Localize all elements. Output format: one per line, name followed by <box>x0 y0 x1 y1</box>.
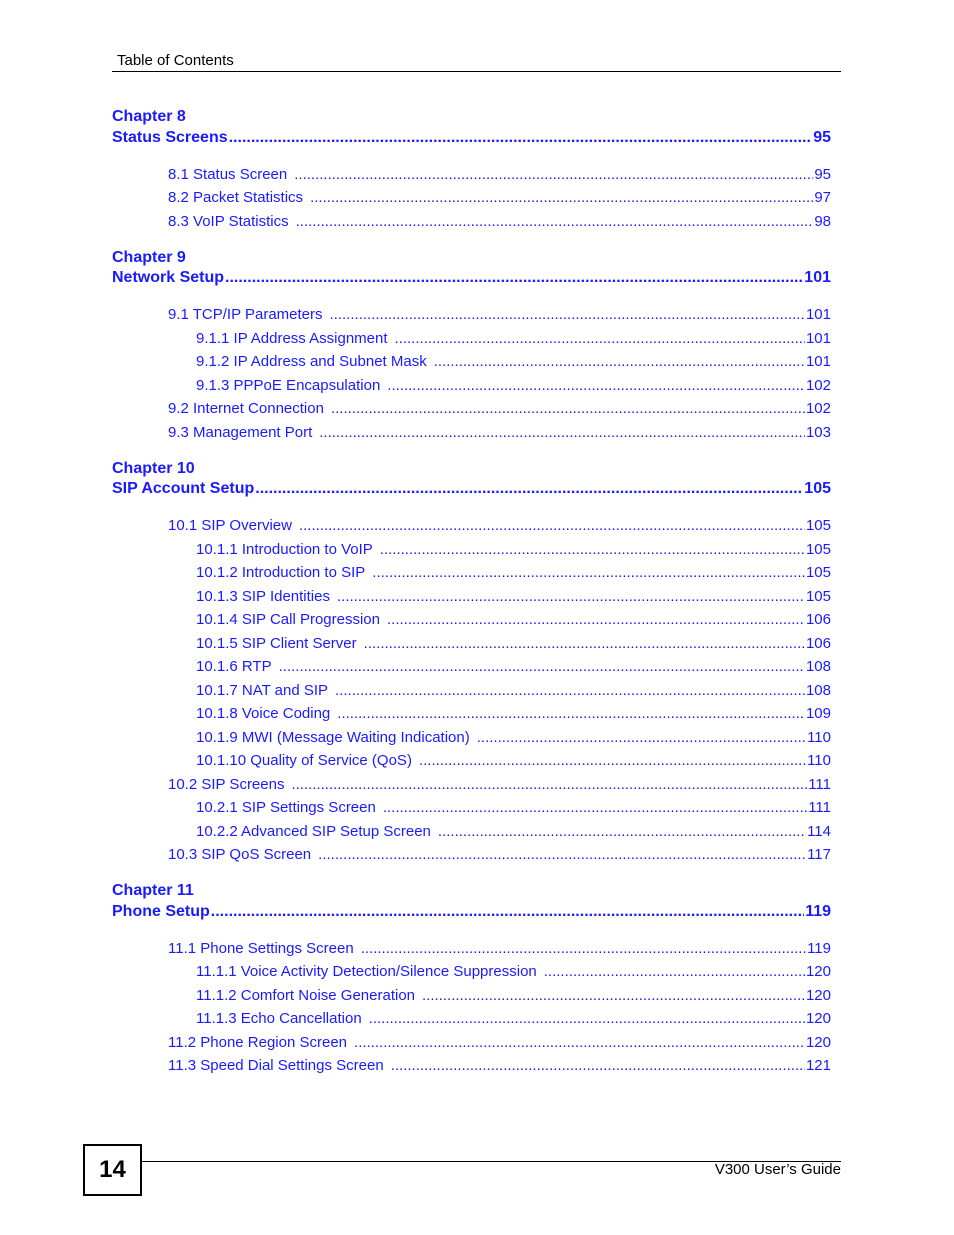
toc-page-number: 119 <box>805 902 831 920</box>
toc-entry-title: Network Setup <box>112 269 225 286</box>
dot-leader <box>229 128 813 148</box>
toc-entry-title: Status Screens <box>112 128 228 146</box>
page-number-box <box>83 1144 142 1196</box>
toc-page-number: 97 <box>814 189 831 206</box>
toc-entry-title: 9.3 Management Port <box>168 423 313 441</box>
toc-entry-title: 10.1.3 SIP Identities <box>196 587 330 605</box>
toc-subsection[interactable] <box>196 610 831 630</box>
toc-section[interactable] <box>168 188 831 208</box>
chapter-label-text: Chapter 9 <box>112 248 186 266</box>
toc-entry-title: 8.1 Status Screen <box>168 165 288 183</box>
toc-subsection[interactable] <box>196 352 831 372</box>
toc-page-number: 98 <box>814 212 831 230</box>
dot-leader <box>419 751 806 771</box>
guide-title: V300 User’s Guide <box>714 1161 841 1178</box>
toc-subsection[interactable] <box>196 657 831 677</box>
toc-entry-title: 9.2 Internet Connection <box>168 400 324 417</box>
toc-entry-title: 10.1.1 Introduction to VoIP <box>196 540 373 558</box>
dot-leader <box>319 423 805 443</box>
toc-section[interactable] <box>168 1056 831 1076</box>
toc-subsection[interactable] <box>196 376 831 396</box>
toc-section[interactable] <box>168 212 831 232</box>
toc-page-number: 120 <box>805 1010 831 1027</box>
running-header: Table of Contents <box>117 52 234 69</box>
dot-leader <box>310 188 813 208</box>
dot-leader <box>364 634 805 654</box>
toc-chapter-title[interactable] <box>112 268 831 288</box>
dot-leader <box>337 704 805 724</box>
toc-page-number: 108 <box>805 658 831 675</box>
dot-leader <box>422 986 805 1006</box>
toc-page-number: 105 <box>805 564 831 581</box>
dot-leader <box>318 845 806 865</box>
toc-entry-title: SIP Account Setup <box>112 480 255 497</box>
toc-entry-title: 10.1.5 SIP Client Server <box>196 634 357 652</box>
toc-subsection[interactable] <box>196 986 831 1006</box>
toc-chapter-label[interactable] <box>112 459 195 479</box>
toc-entry-title: 10.2.2 Advanced SIP Setup Screen <box>196 822 431 840</box>
toc-subsection[interactable] <box>196 681 831 701</box>
dot-leader <box>383 798 807 818</box>
toc-page-number: 117 <box>807 846 831 863</box>
page-number: 14 <box>99 1156 126 1183</box>
dot-leader <box>387 610 805 630</box>
toc-entry-title: 10.1.7 NAT and SIP <box>196 681 329 699</box>
chapter-label-text: Chapter 11 <box>112 882 194 899</box>
toc-chapter-title[interactable] <box>112 902 831 922</box>
dot-leader <box>544 962 805 982</box>
toc-entry-title: 10.1.4 SIP Call Progression <box>196 611 380 628</box>
toc-entry-title: 9.1.1 IP Address Assignment <box>196 329 388 347</box>
dot-leader <box>391 1056 805 1076</box>
toc-section[interactable] <box>168 845 831 865</box>
dot-leader <box>225 268 803 288</box>
toc-entry-title: 8.2 Packet Statistics <box>168 189 304 206</box>
chapter-label-text: Chapter 10 <box>112 459 195 477</box>
toc-section[interactable] <box>168 1033 831 1053</box>
toc-entry-title: 10.1 SIP Overview <box>168 517 292 534</box>
toc-entry-title: Phone Setup <box>112 902 210 920</box>
toc-subsection[interactable] <box>196 751 831 771</box>
toc-page-number: 105 <box>805 517 831 534</box>
toc-entry-title: 10.3 SIP QoS Screen <box>168 846 312 863</box>
toc-page-number: 105 <box>805 540 831 558</box>
toc-entry-title: 10.1.10 Quality of Service (QoS) <box>196 752 412 769</box>
toc-chapter-label[interactable] <box>112 107 186 127</box>
toc-subsection[interactable] <box>196 1009 831 1029</box>
toc-section[interactable] <box>168 165 831 185</box>
toc-entry-title: 9.1 TCP/IP Parameters <box>168 306 323 323</box>
toc-entry-title: 10.2 SIP Screens <box>168 775 285 793</box>
toc-entry-title: 10.1.9 MWI (Message Waiting Indication) <box>196 728 470 746</box>
toc-section[interactable] <box>168 305 831 325</box>
toc-page-number: 120 <box>805 963 831 980</box>
toc-subsection[interactable] <box>196 634 831 654</box>
toc-page-number: 120 <box>805 1033 831 1051</box>
chapter-label-text: Chapter 8 <box>112 108 186 125</box>
toc-entry-title: 9.1.3 PPPoE Encapsulation <box>196 376 381 394</box>
toc-page-number: 121 <box>805 1057 831 1074</box>
dot-leader <box>279 657 805 677</box>
toc-subsection[interactable] <box>196 587 831 607</box>
toc-page-number: 105 <box>805 587 831 605</box>
toc-section[interactable] <box>168 399 831 419</box>
dot-leader <box>294 165 813 185</box>
toc-entry-title: 11.1.3 Echo Cancellation <box>196 1010 362 1027</box>
dot-leader <box>330 305 805 325</box>
dot-leader <box>380 540 805 560</box>
toc-entry-title: 10.2.1 SIP Settings Screen <box>196 799 376 816</box>
toc-page-number: 106 <box>805 611 831 628</box>
toc-entry-title: 10.1.8 Voice Coding <box>196 705 331 722</box>
toc-section[interactable] <box>168 939 831 959</box>
toc-chapter-label[interactable] <box>112 248 186 268</box>
toc-page-number: 109 <box>805 705 831 722</box>
dot-leader <box>438 822 806 842</box>
dot-leader <box>331 399 805 419</box>
toc-page-number: 101 <box>804 269 831 286</box>
dot-leader <box>291 775 807 795</box>
dot-leader <box>361 939 806 959</box>
toc-page-number: 103 <box>805 423 831 441</box>
dot-leader <box>372 563 805 583</box>
toc-page-number: 111 <box>808 799 831 816</box>
toc-entry-title: 9.1.2 IP Address and Subnet Mask <box>196 353 427 370</box>
toc-entry-title: 11.2 Phone Region Screen <box>168 1033 348 1051</box>
toc-entry-title: 11.1.2 Comfort Noise Generation <box>196 986 416 1004</box>
toc-section[interactable] <box>168 775 831 795</box>
toc-page-number: 101 <box>805 329 831 347</box>
toc-page-number: 108 <box>805 681 831 699</box>
toc-subsection[interactable] <box>196 728 831 748</box>
toc-page-number: 120 <box>805 986 831 1004</box>
toc-subsection[interactable] <box>196 540 831 560</box>
toc-page-number: 110 <box>807 752 831 769</box>
toc-entry-title: 10.1.6 RTP <box>196 658 272 675</box>
toc-subsection[interactable] <box>196 329 831 349</box>
toc-entry-title: 10.1.2 Introduction to SIP <box>196 564 366 581</box>
toc-subsection[interactable] <box>196 798 831 818</box>
toc-chapter-label[interactable] <box>112 881 194 901</box>
toc-page-number: 111 <box>808 775 831 793</box>
toc-section[interactable] <box>168 516 831 536</box>
dot-leader <box>335 681 805 701</box>
toc-page-number: 95 <box>813 128 831 146</box>
toc-page-number: 119 <box>807 939 831 957</box>
toc-section[interactable] <box>168 423 831 443</box>
dot-leader <box>255 479 803 499</box>
toc-page-number: 105 <box>804 480 831 497</box>
toc-entry-title: 11.1 Phone Settings Screen <box>168 939 354 957</box>
toc-page-number: 95 <box>814 165 831 183</box>
toc-page-number: 110 <box>807 728 831 746</box>
dot-leader <box>299 516 805 536</box>
dot-leader <box>477 728 806 748</box>
toc-page-number: 102 <box>805 376 831 394</box>
dot-leader <box>296 212 814 232</box>
dot-leader <box>434 352 805 372</box>
toc-page-number: 101 <box>805 306 831 323</box>
toc-subsection[interactable] <box>196 704 831 724</box>
toc-subsection[interactable] <box>196 962 831 982</box>
toc-page-number: 114 <box>807 822 831 840</box>
toc-page-number: 106 <box>805 634 831 652</box>
dot-leader <box>387 376 805 396</box>
toc-chapter-title[interactable] <box>112 479 831 499</box>
toc-chapter-title[interactable] <box>112 128 831 148</box>
dot-leader <box>337 587 805 607</box>
toc-entry-title: 8.3 VoIP Statistics <box>168 212 289 230</box>
dot-leader <box>354 1033 805 1053</box>
toc-entry-title: 11.3 Speed Dial Settings Screen <box>168 1057 384 1074</box>
dot-leader <box>369 1009 805 1029</box>
dot-leader <box>395 329 805 349</box>
toc-subsection[interactable] <box>196 822 831 842</box>
toc-page-number: 102 <box>805 400 831 417</box>
dot-leader <box>211 902 804 922</box>
toc-subsection[interactable] <box>196 563 831 583</box>
toc-entry-title: 11.1.1 Voice Activity Detection/Silence Suppression <box>196 963 537 980</box>
toc-page-number: 101 <box>805 353 831 370</box>
